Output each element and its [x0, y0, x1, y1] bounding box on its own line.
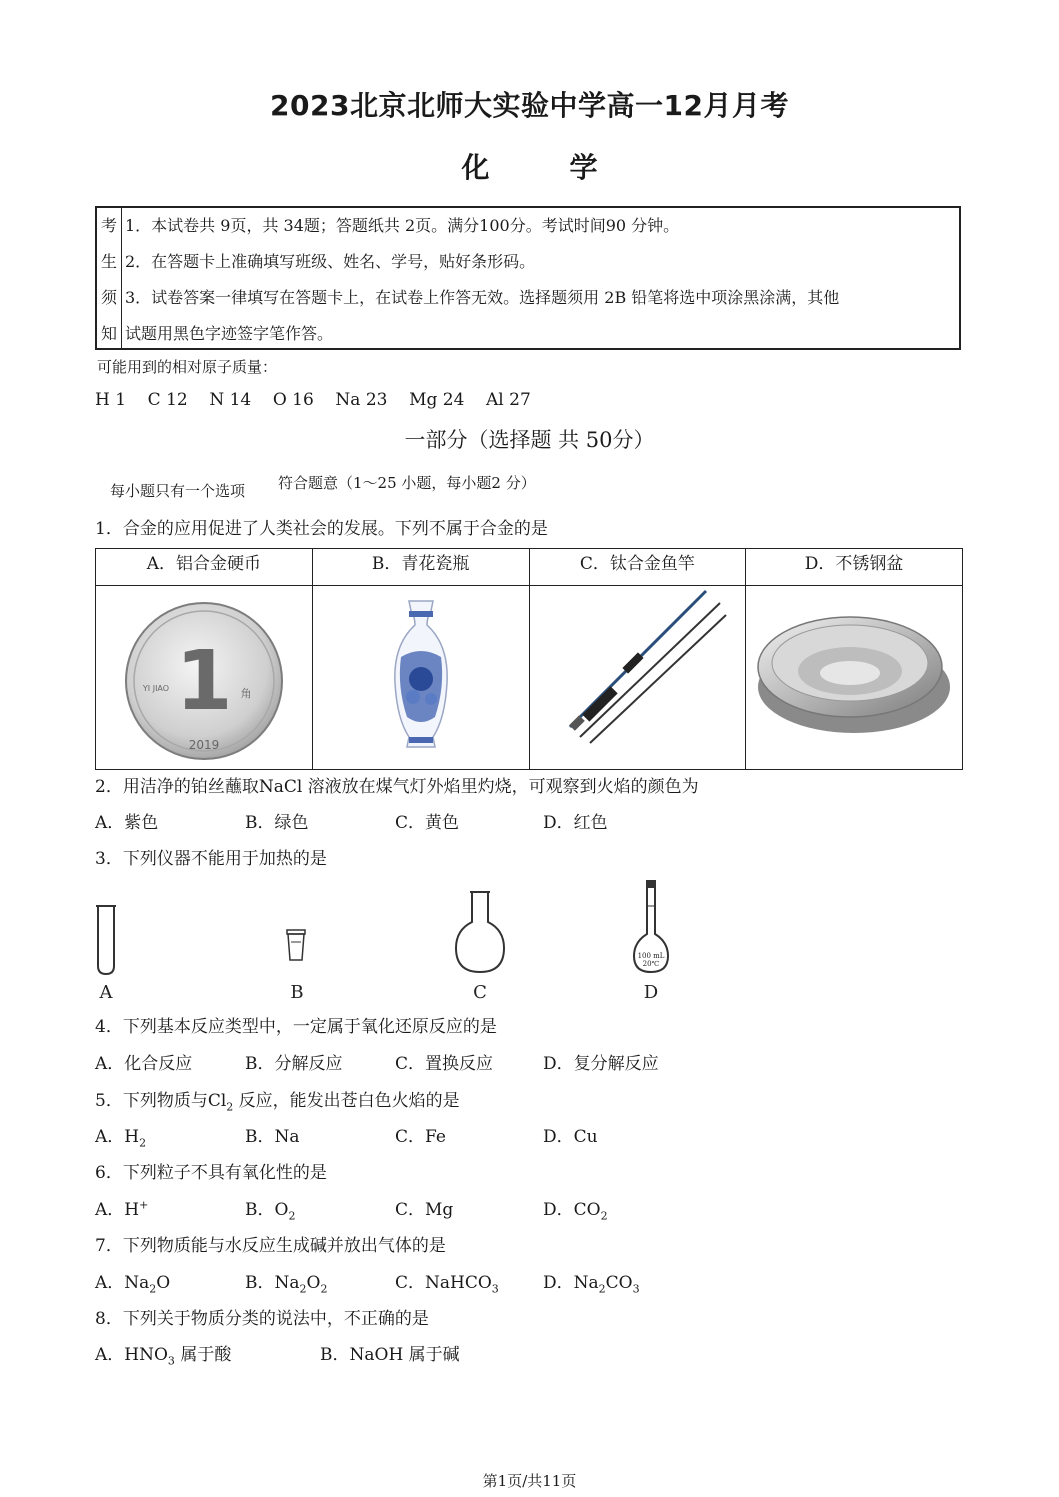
q8-stem: 8．下列关于物质分类的说法中，不正确的是 [95, 1309, 429, 1329]
q2-option-d: D．红色 [543, 813, 608, 833]
q7-d-sub: 2 [598, 1282, 606, 1296]
q7-d-sub: 3 [632, 1282, 640, 1296]
q5-stem [95, 1086, 460, 1113]
flask-mark-2: 20℃ [642, 960, 660, 968]
q6-option-b-text: B．O [245, 1200, 289, 1220]
q8-a-sub: 3 [167, 1354, 175, 1368]
q7-option-c [395, 1268, 499, 1295]
q1-option-d [746, 549, 962, 769]
q7-d-part: CO [605, 1273, 633, 1293]
q3-label-d: D [643, 982, 659, 1003]
subject-title [0, 146, 1059, 186]
q7-option-b [245, 1268, 327, 1295]
notice-label-char: 须 [100, 288, 117, 307]
coin-image [96, 587, 312, 769]
coin-year: 2019 [188, 738, 220, 752]
q5-option-a-text: A．H [95, 1127, 140, 1147]
q6-option-d-text: D．CO [543, 1200, 601, 1220]
q8-option-b: B．NaOH 属于碱 [320, 1345, 460, 1365]
atomic-mass-label: 可能用到的相对原子质量： [97, 358, 278, 376]
q1-option-a-label: A．铝合金硬币 [96, 549, 312, 586]
q6-option-a-text: A．H [95, 1200, 140, 1220]
q4-option-c: C．置换反应 [395, 1054, 494, 1074]
q5-stem-a: 5．下列物质与Cl [95, 1091, 227, 1111]
notice-line: 试题用黑色字迹签字笔作答。 [125, 324, 334, 343]
q4-option-d: D．复分解反应 [543, 1054, 659, 1074]
q5-stem-sub: 2 [226, 1100, 234, 1114]
subject-char-1: 化 [461, 151, 490, 184]
q7-a-part: A．Na [95, 1273, 150, 1293]
q7-d-part: D．Na [543, 1273, 599, 1293]
q6-option-b [245, 1195, 295, 1222]
q5-option-b: B．Na [245, 1127, 300, 1147]
q1-option-a [96, 549, 313, 769]
q2-stem: 2．用洁净的铂丝蘸取NaCl 溶液放在煤气灯外焰里灼烧，可观察到火焰的颜色为 [95, 777, 699, 797]
q7-b-part: O [306, 1273, 321, 1293]
q1-option-c-label: C．钛合金鱼竿 [530, 549, 746, 586]
q1-stem: 1．合金的应用促进了人类社会的发展。下列不属于合金的是 [95, 519, 548, 539]
notice-line: 3．试卷答案一律填写在答题卡上，在试卷上作答无效。选择题须用 2B 铅笔将选中项涂黑涂满，其他 [125, 288, 840, 307]
q3-label-b: B [290, 982, 304, 1003]
exam-title: 2023北京北师大实验中学高一12月月考 [270, 89, 789, 122]
page-footer: 第1页/共11页 [482, 1472, 577, 1490]
coin-label: YI JIAO [142, 684, 170, 693]
q8-a-part: A．HNO [95, 1345, 168, 1365]
q7-c-part: C．NaHCO [395, 1273, 492, 1293]
q5-option-a-sub: 2 [139, 1136, 147, 1150]
vase-image [313, 587, 529, 769]
q3-apparatus-figure [90, 876, 710, 1006]
q7-option-d [543, 1268, 640, 1295]
test-tube-icon [96, 906, 116, 974]
q4-option-a: A．化合反应 [95, 1054, 193, 1074]
notice-label-char: 知 [100, 324, 117, 343]
round-flask-icon [456, 892, 504, 972]
atomic-mass-values: H 1 C 12 N 14 O 16 Na 23 Mg 24 Al 27 [95, 390, 531, 410]
q5-option-c: C．Fe [395, 1127, 446, 1147]
q2-option-a: A．紫色 [95, 813, 159, 833]
section-instruction-b: 符合题意（1～25 小题，每小题2 分） [278, 474, 536, 492]
q1-option-b [313, 549, 530, 769]
q4-stem: 4．下列基本反应类型中，一定属于氧化还原反应的是 [95, 1017, 497, 1037]
q7-c-sub: 3 [491, 1282, 499, 1296]
notice-label [97, 208, 122, 348]
q1-options-table [95, 548, 963, 770]
q6-option-c: C．Mg [395, 1200, 454, 1220]
q8-option-a [95, 1340, 231, 1367]
volumetric-flask-icon [634, 880, 668, 972]
q7-a-sub: 2 [149, 1282, 157, 1296]
subject-char-2: 学 [569, 151, 598, 184]
notice-box [95, 206, 961, 350]
q7-option-a [95, 1268, 170, 1295]
fishing-rod-image [530, 587, 746, 769]
q3-stem: 3．下列仪器不能用于加热的是 [95, 849, 327, 869]
q6-option-d [543, 1195, 608, 1222]
coin-jiao: 角 [240, 687, 252, 700]
q6-option-d-sub: 2 [600, 1209, 608, 1223]
section-instruction-a: 每小题只有一个选项 [110, 482, 246, 500]
q2-option-c: C．黄色 [395, 813, 460, 833]
q7-b-sub: 2 [299, 1282, 307, 1296]
q7-b-part: B．Na [245, 1273, 300, 1293]
q6-option-a-sup: + [139, 1198, 149, 1212]
section-title: 一部分（选择题 共 50分） [404, 428, 655, 452]
notice-body [125, 208, 955, 352]
notice-label-char: 考 [100, 216, 117, 235]
q2-option-b: B．绿色 [245, 813, 309, 833]
q7-a-part: O [156, 1273, 171, 1293]
q6-option-b-sub: 2 [288, 1209, 296, 1223]
q5-option-d: D．Cu [543, 1127, 598, 1147]
q6-stem: 6．下列粒子不具有氧化性的是 [95, 1163, 327, 1183]
coin-value: 1 [175, 634, 233, 729]
q3-label-a: A [99, 982, 113, 1003]
flask-mark-1: 100 mL [637, 952, 665, 960]
q3-label-c: C [473, 982, 487, 1003]
q6-option-a [95, 1195, 148, 1220]
notice-line: 1．本试卷共 9页，共 34题；答题纸共 2页。满分100分。考试时间90 分钟。 [125, 216, 680, 235]
q8-a-part: 属于酸 [174, 1345, 232, 1365]
q1-option-d-label: D．不锈钢盆 [746, 549, 962, 586]
q5-stem-b: 反应，能发出苍白色火焰的是 [233, 1091, 460, 1111]
q7-b-sub: 2 [320, 1282, 328, 1296]
crucible-icon [287, 930, 305, 960]
q1-option-b-label: B．青花瓷瓶 [313, 549, 529, 586]
q4-option-b: B．分解反应 [245, 1054, 343, 1074]
q5-option-a [95, 1122, 146, 1149]
steel-basin-image [746, 587, 962, 769]
notice-label-char: 生 [100, 252, 117, 271]
q7-stem: 7．下列物质能与水反应生成碱并放出气体的是 [95, 1236, 446, 1256]
q1-option-c [530, 549, 747, 769]
notice-line: 2．在答题卡上准确填写班级、姓名、学号，贴好条形码。 [125, 252, 536, 271]
